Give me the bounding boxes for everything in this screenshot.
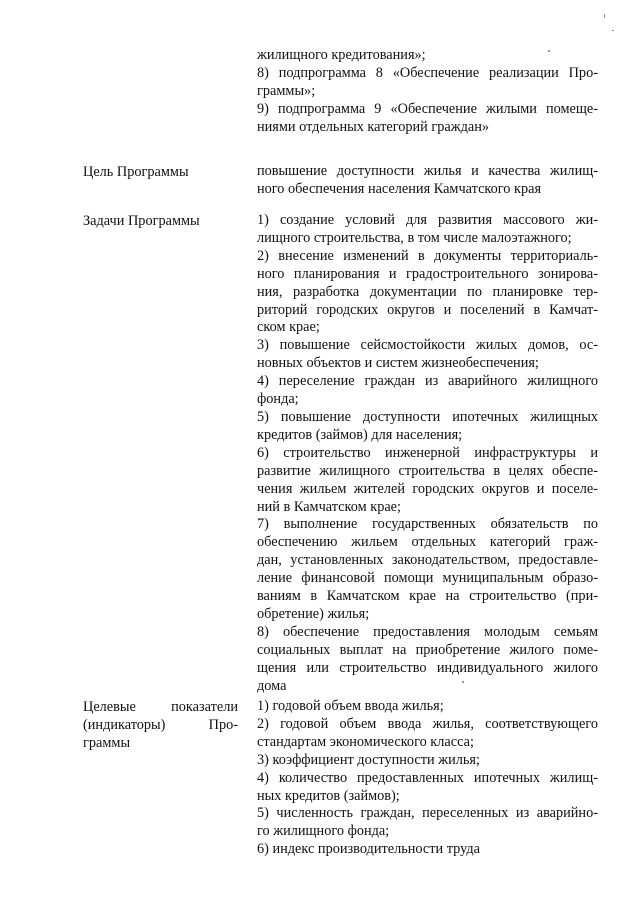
text-line: ление финансовой помощи муниципальным образо- [257, 570, 598, 587]
scan-speck [462, 681, 464, 683]
text-line: ний в Камчатском крае; [257, 498, 402, 515]
goal-label: Цель Программы [83, 164, 189, 180]
scan-speck [604, 14, 605, 18]
text-line: кредитов (займов) для населения; [257, 426, 463, 443]
text-line: дан, установленных законодательством, предоставле- [257, 552, 598, 569]
text-line: 4) переселение граждан из аварийного жилищного [257, 373, 598, 390]
text-line: риторий городских округов и поселений в Камчат- [257, 301, 598, 318]
text-line: го жилищного фонда; [257, 823, 390, 840]
scan-speck [548, 50, 550, 52]
indicators-text [257, 698, 598, 859]
continuation-text [257, 47, 598, 137]
text-line: 1) создание условий для развития массового жи- [257, 212, 598, 228]
text-line: 8) обеспечение предоставления молодым семьям [257, 623, 598, 640]
text-line: ваниям в Камчатском крае на строительство (при- [257, 588, 598, 605]
label-line: (индикаторы) Про- [83, 717, 238, 733]
tasks-text [257, 212, 598, 695]
text-line: жилищного кредитования»; [257, 47, 426, 63]
text-line: ском крае; [257, 319, 320, 336]
text-line: 1) годовой объем ввода жилья; [257, 698, 444, 714]
text-line: ного планирования и градостроительного зонирова- [257, 265, 598, 282]
text-line: 3) коэффициент доступности жилья; [257, 751, 480, 768]
text-line: 7) выполнение государственных обязательств по [257, 516, 598, 533]
text-line: фонда; [257, 391, 299, 408]
scan-speck [612, 30, 614, 31]
text-line: 4) количество предоставленных ипотечных жилищ- [257, 769, 598, 786]
text-line: новных объектов и систем жизнеобеспечения; [257, 355, 539, 372]
text-line: ния, разработка документации по планировке тер- [257, 283, 598, 300]
tasks-label: Задачи Программы [83, 213, 200, 229]
text-line: 2) внесение изменений в документы территориаль- [257, 247, 598, 264]
text-line: граммы»; [257, 82, 316, 99]
label-line: Целевые показатели [83, 699, 238, 715]
text-line: 3) повышение сейсмостойкости жилых домов, ос- [257, 337, 598, 354]
text-line: 8) подпрограмма 8 «Обеспечение реализации Про- [257, 64, 598, 81]
goal-text [257, 163, 598, 199]
text-line: обретение) жилья; [257, 605, 370, 622]
text-line: стандартам экономического класса; [257, 733, 474, 750]
text-line: 5) повышение доступности ипотечных жилищных [257, 408, 598, 425]
text-line: повышение доступности жилья и качества жилищ- [257, 163, 598, 179]
text-line: дома [257, 677, 287, 694]
text-line: обеспечению жильем отдельных категорий граж- [257, 534, 598, 551]
text-line: ных кредитов (займов); [257, 787, 400, 804]
text-line: чения жильем жителей городских округов и поселе- [257, 480, 598, 497]
text-line: ниями отдельных категорий граждан» [257, 118, 490, 135]
indicators-label [83, 698, 238, 752]
text-line: 5) численность граждан, переселенных из аварийно- [257, 805, 598, 822]
text-line: ного обеспечения населения Камчатского края [257, 180, 542, 197]
text-line: 9) подпрограмма 9 «Обеспечение жилыми помеще- [257, 100, 598, 117]
text-line: развитие жилищного строительства в целях обеспе- [257, 462, 598, 479]
text-line: щения или строительство индивидуального жилого [257, 659, 598, 676]
text-line: социальных выплат на приобретение жилого поме- [257, 641, 598, 658]
text-line: 6) строительство инженерной инфраструктуры и [257, 444, 598, 461]
text-line: 6) индекс производительности труда [257, 841, 480, 858]
text-line: 2) годовой объем ввода жилья, соответствующего [257, 715, 598, 732]
label-line: граммы [83, 735, 131, 751]
text-line: лищного строительства, в том числе малоэтажного; [257, 229, 572, 246]
